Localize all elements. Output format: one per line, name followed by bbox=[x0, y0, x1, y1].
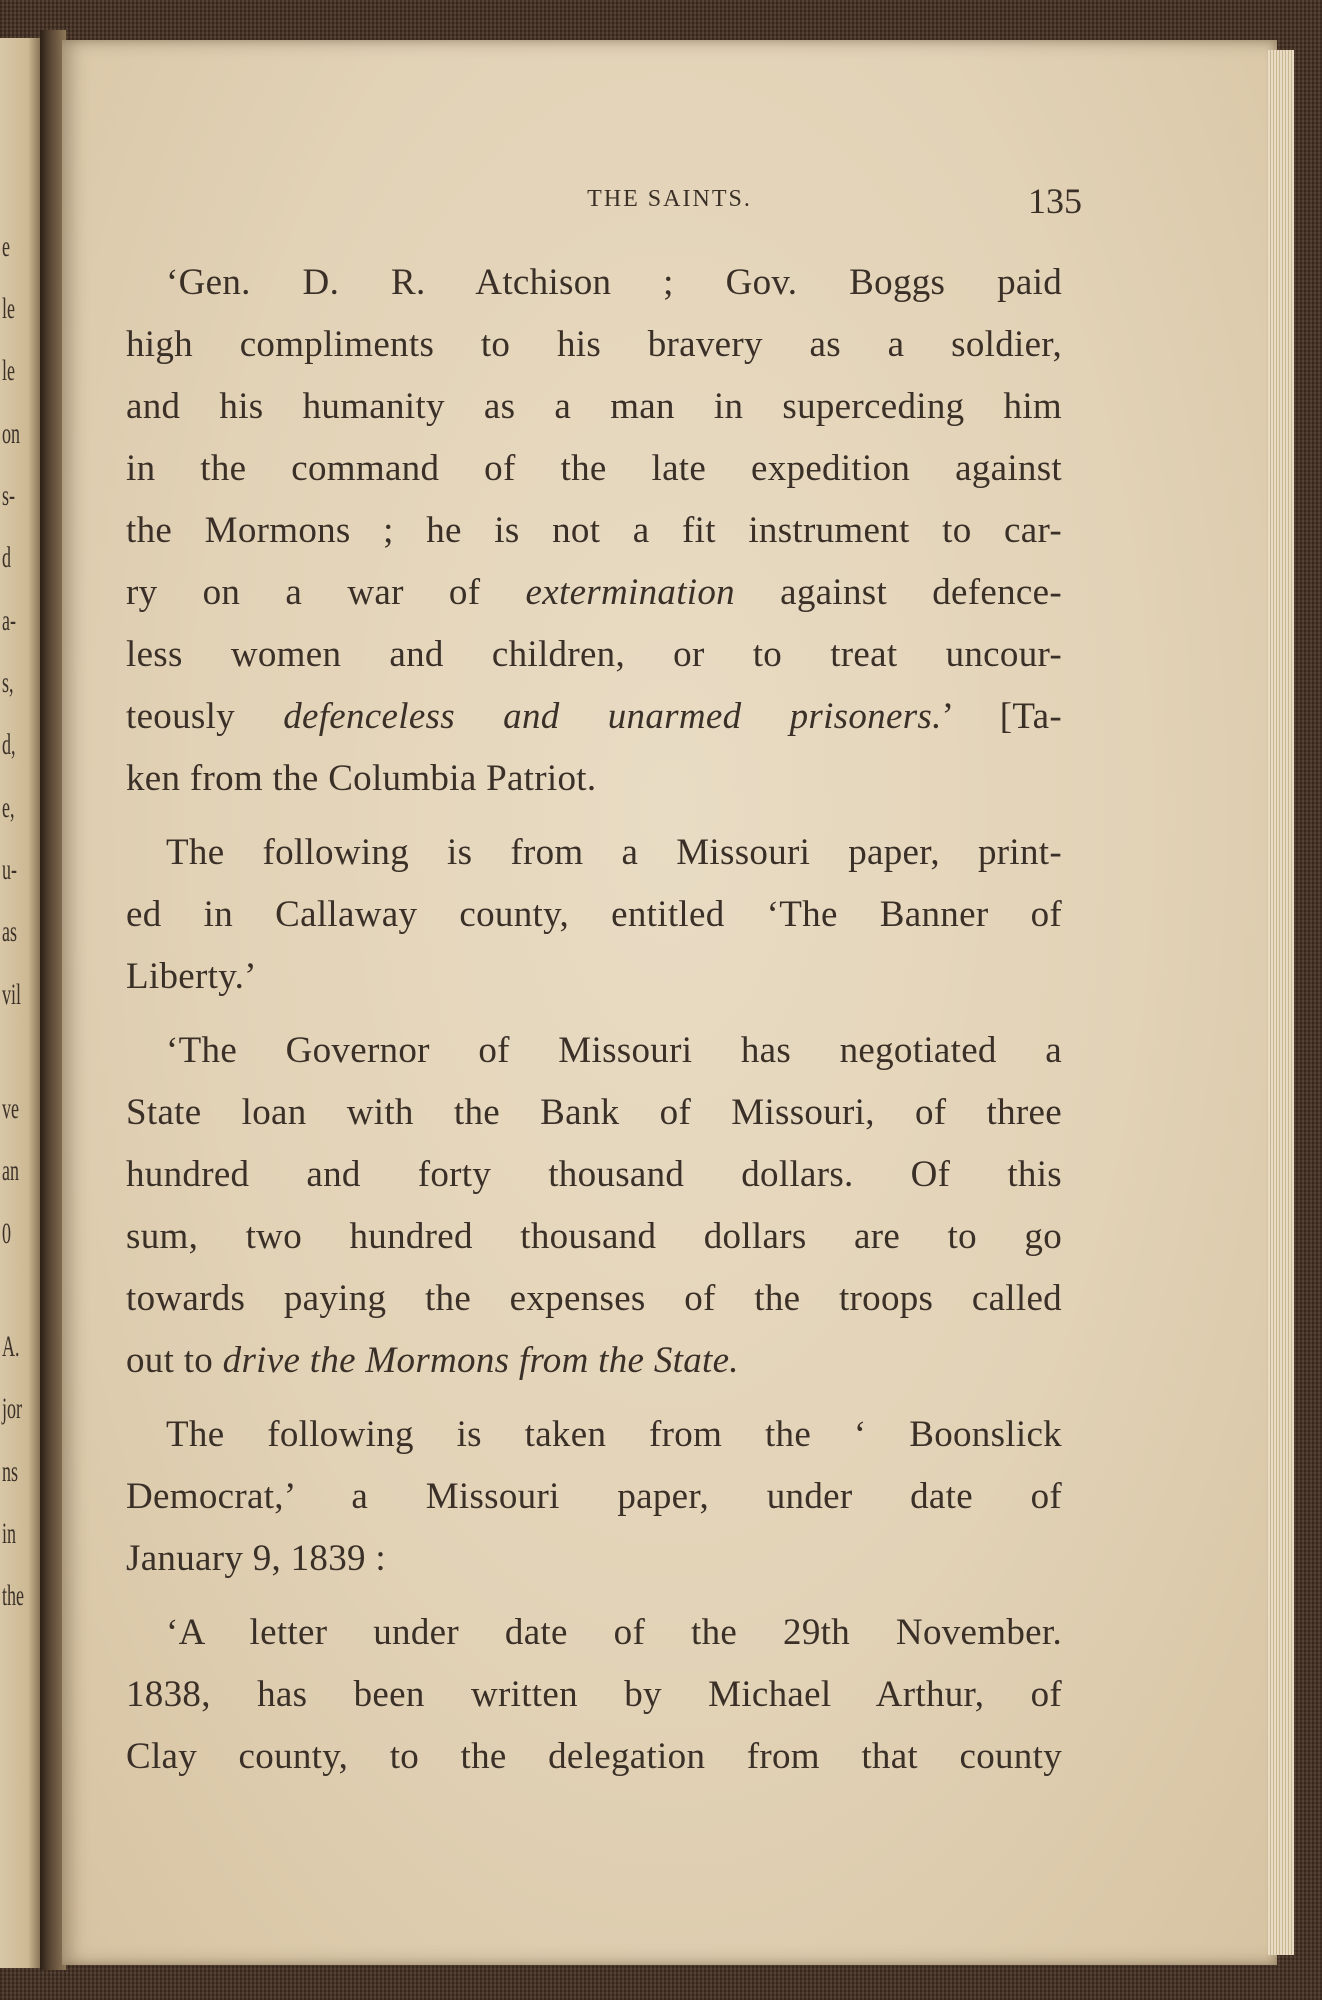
previous-page-edge bbox=[0, 38, 40, 1968]
text-run: State loan with the Bank of Missouri, of three bbox=[126, 1092, 1062, 1133]
previous-page-fragment: an bbox=[2, 1154, 19, 1187]
page-number: 135 bbox=[1028, 181, 1082, 221]
text-run: ken from the Columbia Patriot. bbox=[126, 758, 597, 799]
previous-page-fragment: ns bbox=[2, 1455, 19, 1488]
text-line bbox=[126, 946, 1062, 1008]
previous-page-fragment: on bbox=[2, 417, 20, 450]
text-run: Liberty.’ bbox=[126, 956, 257, 997]
text-run: The following is taken from the ‘ Boonslick bbox=[166, 1414, 1062, 1455]
text-line bbox=[126, 1330, 1062, 1392]
previous-page-fragment: vil bbox=[2, 978, 22, 1011]
text-line bbox=[126, 562, 1062, 624]
previous-page-fragment: u- bbox=[2, 853, 17, 886]
text-line bbox=[126, 500, 1062, 562]
text-run: and his humanity as a man in superceding him bbox=[126, 386, 1062, 427]
text-run: sum, two hundred thousand dollars are to go bbox=[126, 1216, 1062, 1257]
paragraph-gap bbox=[126, 1590, 1062, 1602]
text-run: in the command of the late expedition against bbox=[126, 448, 1062, 489]
text-run: Clay county, to the delegation from that county bbox=[126, 1736, 1062, 1777]
text-run: the Mormons ; he is not a fit instrument to car- bbox=[126, 510, 1062, 551]
text-line bbox=[126, 1206, 1062, 1268]
previous-page-fragment: le bbox=[2, 354, 15, 387]
text-line bbox=[126, 624, 1062, 686]
text-line bbox=[126, 748, 1062, 810]
text-line bbox=[126, 686, 1062, 748]
text-line bbox=[126, 438, 1062, 500]
text-run: hundred and forty thousand dollars. Of this bbox=[126, 1154, 1062, 1195]
text-line bbox=[126, 1082, 1062, 1144]
text-line bbox=[126, 822, 1062, 884]
text-line bbox=[126, 376, 1062, 438]
text-line bbox=[126, 1602, 1062, 1664]
previous-page-fragment: s, bbox=[2, 666, 14, 699]
text-line bbox=[126, 252, 1062, 314]
page-fore-edge bbox=[1268, 50, 1294, 1955]
previous-page-fragment: 0 bbox=[2, 1217, 11, 1250]
body-text bbox=[126, 252, 1062, 1788]
italic-text: extermination bbox=[525, 572, 735, 613]
previous-page-fragment: a- bbox=[2, 604, 16, 637]
previous-page-fragment: e, bbox=[2, 791, 15, 824]
text-run: high compliments to his bravery as a soldier, bbox=[126, 324, 1062, 365]
text-run: 1838, has been written by Michael Arthur, of bbox=[126, 1674, 1062, 1715]
text-run: Democrat,’ a Missouri paper, under date of bbox=[126, 1476, 1062, 1517]
previous-page-fragment: jor bbox=[2, 1392, 22, 1425]
paragraph-gap bbox=[126, 1392, 1062, 1404]
previous-page-fragment: in bbox=[2, 1517, 17, 1550]
text-run: against defence- bbox=[734, 572, 1062, 613]
text-line bbox=[126, 1664, 1062, 1726]
previous-page-fragment: d, bbox=[2, 728, 16, 761]
text-run: ‘Gen. D. R. Atchison ; Gov. Boggs paid bbox=[166, 262, 1062, 303]
paragraph-gap bbox=[126, 1008, 1062, 1020]
text-run: ed in Callaway county, entitled ‘The Banner of bbox=[126, 894, 1062, 935]
text-line bbox=[126, 1528, 1062, 1590]
previous-page-fragment: d bbox=[2, 541, 11, 574]
previous-page-fragment: e bbox=[2, 230, 10, 263]
paragraph-gap bbox=[126, 810, 1062, 822]
previous-page-fragment: ve bbox=[2, 1092, 19, 1125]
previous-page-fragment: as bbox=[2, 915, 17, 948]
text-line bbox=[126, 314, 1062, 376]
text-run: ‘The Governor of Missouri has negotiated a bbox=[166, 1030, 1062, 1071]
text-line bbox=[126, 1144, 1062, 1206]
previous-page-fragment: the bbox=[2, 1579, 24, 1612]
previous-page-fragment: s- bbox=[2, 479, 16, 512]
text-line bbox=[126, 1268, 1062, 1330]
text-line bbox=[126, 1466, 1062, 1528]
page-header bbox=[62, 180, 1277, 230]
italic-text: defenceless and unarmed prisoners. bbox=[283, 696, 942, 737]
text-line bbox=[126, 1404, 1062, 1466]
text-run: out to bbox=[126, 1340, 223, 1381]
previous-page-fragment: le bbox=[2, 292, 15, 325]
italic-text: drive the Mormons from the State. bbox=[222, 1340, 739, 1381]
text-line bbox=[126, 1020, 1062, 1082]
running-head: THE SAINTS. bbox=[587, 186, 752, 212]
text-run: towards paying the expenses of the troops called bbox=[126, 1278, 1062, 1319]
text-run: ry on a war of bbox=[126, 572, 526, 613]
text-line bbox=[126, 1726, 1062, 1788]
text-run: less women and children, or to treat uncour- bbox=[126, 634, 1062, 675]
text-run: January 9, 1839 : bbox=[126, 1538, 386, 1579]
previous-page-fragment: A. bbox=[2, 1330, 20, 1363]
text-run: ’ [Ta- bbox=[941, 696, 1062, 737]
text-line bbox=[126, 884, 1062, 946]
text-run: ‘A letter under date of the 29th November. bbox=[166, 1612, 1062, 1653]
text-run: teously bbox=[126, 696, 284, 737]
text-run: The following is from a Missouri paper, print- bbox=[166, 832, 1062, 873]
